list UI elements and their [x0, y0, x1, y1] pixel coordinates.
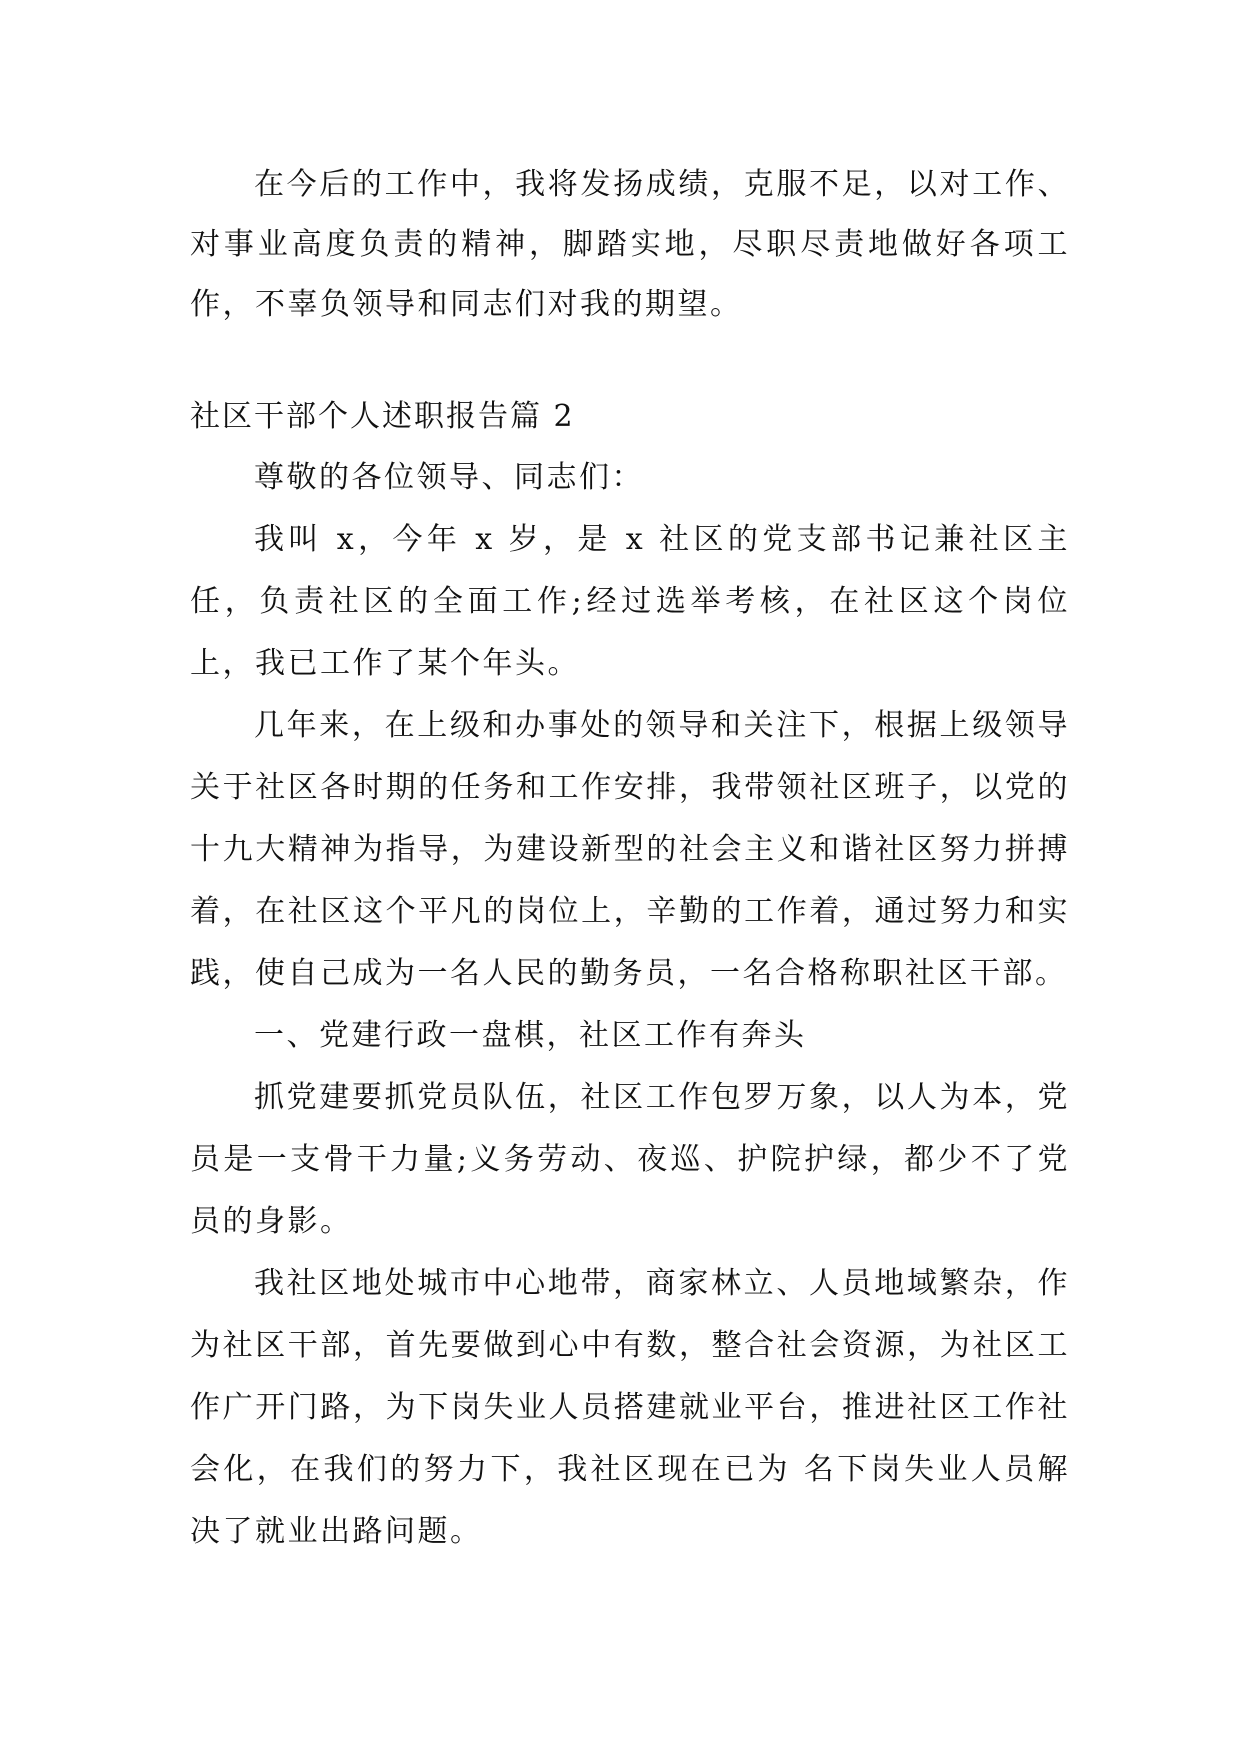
- body-paragraph-2: 几年来，在上级和办事处的领导和关注下，根据上级领导关于社区各时期的任务和工作安排，我带领社区班子，以党的十九大精神为指导，为建设新型的社会主义和谐社区努力拼搏着，在社区这个平凡的岗位上，辛勤的工作着，通过努力和实践，使自己成为一名人民的勤务员，一名合格称职社区干部。: [190, 708, 1070, 991]
- section-title: 社区干部个人述职报告篇 2: [190, 399, 575, 434]
- body-paragraph-3: 抓党建要抓党员队伍，社区工作包罗万象，以人为本，党员是一支骨干力量;义务劳动、夜巡、护院护绿，都少不了党员的身影。: [190, 1080, 1070, 1239]
- intro-paragraph: 在今后的工作中，我将发扬成绩，克服不足，以对工作、对事业高度负责的精神，脚踏实地，尽职尽责地做好各项工作，不辜负领导和同志们对我的期望。: [190, 167, 1070, 322]
- subheading-1: 一、党建行政一盘棋，社区工作有奔头: [254, 1018, 807, 1053]
- body-paragraph-4: 我社区地处城市中心地带，商家林立、人员地域繁杂，作为社区干部，首先要做到心中有数，整合社会资源，为社区工作广开门路，为下岗失业人员搭建就业平台，推进社区工作社会化，在我们的努力下，我社区现在已为 名下岗失业人员解决了就业出路问题。: [190, 1266, 1070, 1549]
- body-paragraph-1: 我叫 x，今年 x 岁，是 x 社区的党支部书记兼社区主任，负责社区的全面工作;经过选举考核，在社区这个岗位上，我已工作了某个年头。: [190, 522, 1070, 681]
- document-body: [190, 155, 1070, 1563]
- salutation: 尊敬的各位领导、同志们：: [254, 460, 644, 495]
